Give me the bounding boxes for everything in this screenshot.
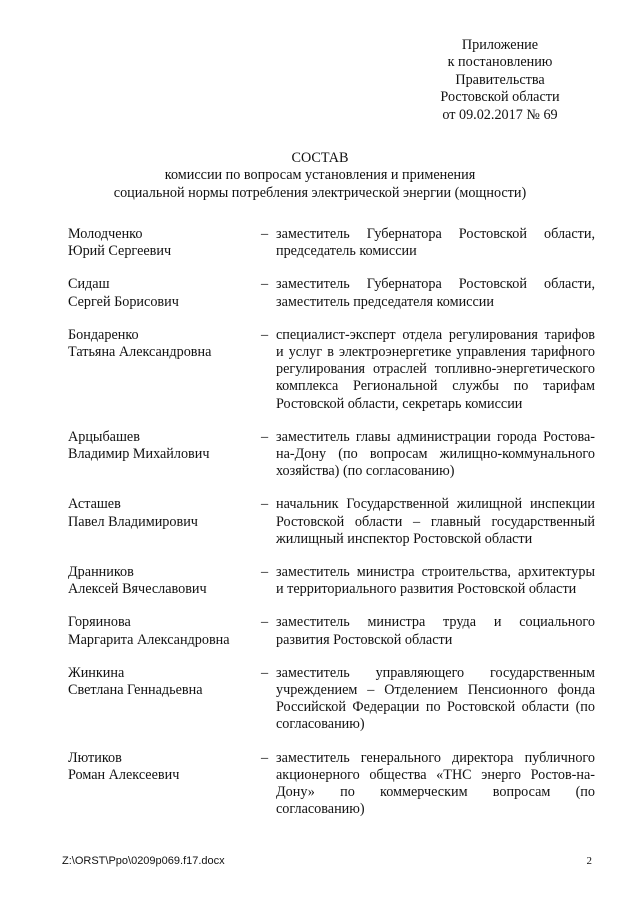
appendix-line: к постановлению xyxy=(447,54,553,71)
member-given-name: Юрий Сергеевич xyxy=(68,243,172,260)
member-row xyxy=(68,665,595,734)
member-position: заместитель главы администрации города Ростова-на-Дону (по вопросам жилищно-коммунального хозяйства) (по согласованию) xyxy=(276,428,595,480)
member-row xyxy=(68,614,595,648)
appendix-line: Ростовской области xyxy=(440,89,560,106)
page-number: 2 xyxy=(586,855,592,867)
dash-separator: – xyxy=(260,614,269,631)
dash-separator: – xyxy=(260,749,269,766)
title-line: комиссии по вопросам установления и применения xyxy=(164,167,476,184)
member-position: заместитель управляющего государственным учреждением – Отделением Пенсионного фонда Российской Федерации по Ростовской области (по согласованию) xyxy=(276,664,595,733)
member-name xyxy=(68,614,253,648)
member-given-name: Павел Владимирович xyxy=(68,513,198,530)
member-surname: Лютиков xyxy=(68,749,122,766)
member-name xyxy=(68,429,253,481)
member-position: заместитель Губернатора Ростовской области, заместитель председателя комиссии xyxy=(276,276,595,310)
member-name xyxy=(68,226,253,260)
member-given-name: Татьяна Александровна xyxy=(68,344,212,361)
member-row xyxy=(68,429,595,481)
member-surname: Дранников xyxy=(68,564,134,581)
member-position: заместитель министра строительства, архитектуры и территориального развития Ростовской области xyxy=(276,564,595,598)
dash-separator: – xyxy=(260,276,269,293)
member-surname: Молодченко xyxy=(68,226,143,242)
appendix-line: Правительства xyxy=(455,71,545,88)
member-name xyxy=(68,496,253,548)
member-position: заместитель Губернатора Ростовской области, председатель комиссии xyxy=(276,226,595,260)
member-given-name: Алексей Вячеславович xyxy=(68,581,207,598)
member-surname: Арцыбашев xyxy=(68,428,140,445)
member-position: заместитель министра труда и социального развития Ростовской области xyxy=(276,614,595,648)
member-position: начальник Государственной жилищной инспекции Ростовской области – главный государственный жилищный инспектор Ростовской области xyxy=(276,496,595,547)
member-row xyxy=(68,327,595,413)
member-row xyxy=(68,276,595,310)
member-row xyxy=(68,564,595,598)
document-title xyxy=(60,150,580,202)
member-given-name: Светлана Геннадьевна xyxy=(68,682,203,699)
member-given-name: Сергей Борисович xyxy=(68,293,179,310)
member-row xyxy=(68,496,595,548)
dash-separator: – xyxy=(260,564,269,581)
member-position: заместитель генерального директора публичного акционерного общества «ТНС энерго Ростов-на-Дону» по коммерческим вопросам (по согласованию) xyxy=(276,749,595,818)
member-surname: Жинкина xyxy=(68,664,125,681)
member-given-name: Владимир Михайлович xyxy=(68,446,210,463)
member-surname: Сидаш xyxy=(68,276,110,293)
member-surname: Асташев xyxy=(68,496,121,513)
member-row xyxy=(68,226,595,260)
member-given-name: Роман Алексеевич xyxy=(68,766,180,783)
dash-separator: – xyxy=(260,496,269,513)
dash-separator: – xyxy=(260,428,269,445)
member-row xyxy=(68,750,595,819)
appendix-line: Приложение xyxy=(461,37,539,53)
member-surname: Горяинова xyxy=(68,614,131,631)
title-heading: СОСТАВ xyxy=(291,150,349,166)
appendix-line: от 09.02.2017 № 69 xyxy=(442,106,558,123)
dash-separator: – xyxy=(260,664,269,681)
member-given-name: Маргарита Александровна xyxy=(68,631,230,648)
member-name xyxy=(68,564,253,598)
member-name xyxy=(68,276,253,310)
dash-separator: – xyxy=(260,326,269,343)
member-surname: Бондаренко xyxy=(68,326,139,343)
member-list xyxy=(68,226,595,834)
member-name xyxy=(68,327,253,413)
appendix-block xyxy=(400,37,600,124)
title-line: социальной нормы потребления электрической энергии (мощности) xyxy=(113,184,527,201)
member-position: специалист-эксперт отдела регулирования тарифов и услуг в электроэнергетике управления тарифного регулирования отраслей топливно-энергетического комплекса Региональной службы по тарифам Ростовской области, секретарь комиссии xyxy=(276,326,595,412)
dash-separator: – xyxy=(260,226,269,242)
member-name xyxy=(68,750,253,819)
footer-file-path: Z:\ORST\Ppo\0209p069.f17.docx xyxy=(62,855,225,867)
member-name xyxy=(68,665,253,734)
